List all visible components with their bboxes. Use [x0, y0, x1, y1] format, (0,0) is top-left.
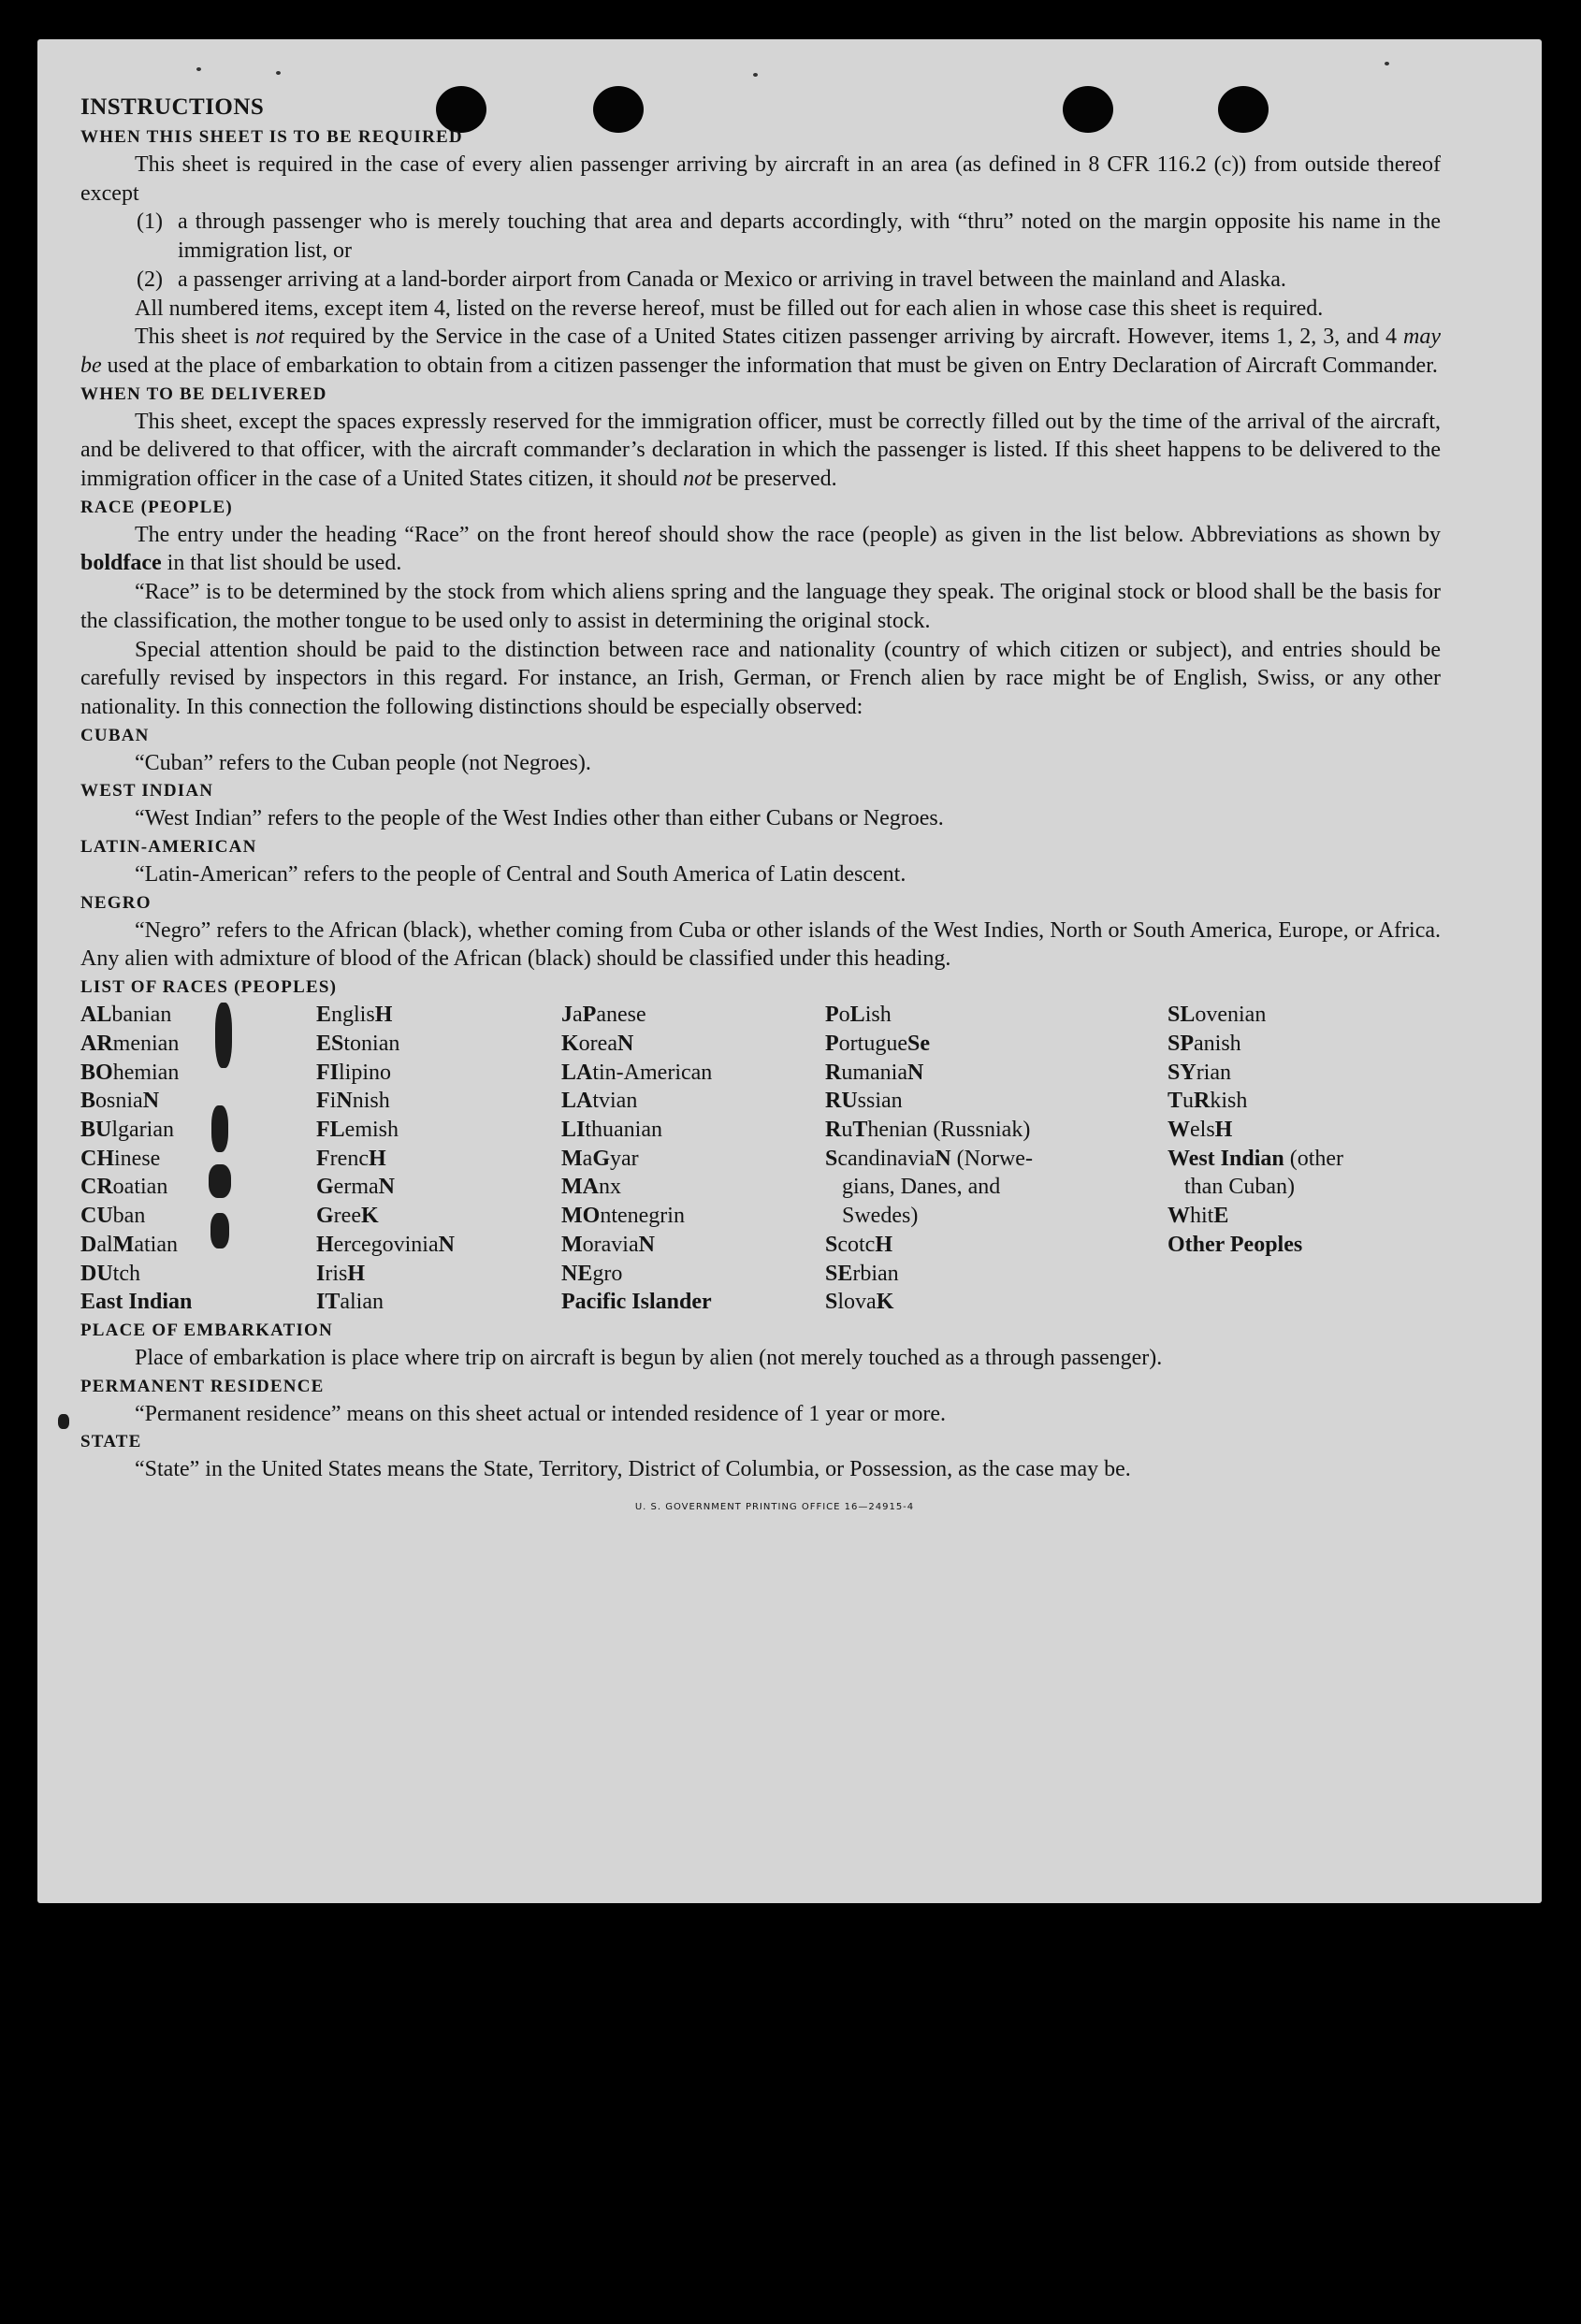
- speck: [753, 73, 758, 77]
- race-entry: EnglisH: [316, 1003, 393, 1028]
- race-entry: MAnx: [561, 1175, 621, 1200]
- race-entry: SlovaK: [825, 1290, 894, 1315]
- exception-item-1: (1) a through passenger who is merely touching that area and departs accordingly, with “thru” noted on the margin opposite his name in the immigration list, or: [137, 209, 1441, 264]
- ink-stain: [58, 1414, 69, 1429]
- paragraph-negro: “Negro” refers to the African (black), whether coming from Cuba or other islands of the West Indies, North or South America, Europe, or Africa. Any alien with admixture of blood of the African (black) should be classified under this heading.: [80, 917, 1441, 972]
- race-entry: LIthuanian: [561, 1117, 662, 1142]
- race-column-3: [561, 1001, 825, 1317]
- race-entry: WhitE: [1168, 1204, 1229, 1229]
- race-entry: RUssian: [825, 1089, 903, 1114]
- instructions-content: [80, 92, 1441, 1523]
- race-entry: CRoatian: [80, 1175, 168, 1200]
- speck: [1385, 62, 1389, 65]
- race-entry: MOntenegrin: [561, 1204, 685, 1229]
- race-entry: SErbian: [825, 1261, 899, 1286]
- heading-negro: NEGRO: [80, 892, 152, 913]
- race-entry: CUban: [80, 1204, 146, 1229]
- heading-when-delivered: WHEN TO BE DELIVERED: [80, 383, 327, 404]
- heading-race: RACE (PEOPLE): [80, 497, 233, 517]
- race-entry: FLemish: [316, 1117, 399, 1142]
- paragraph-race-2: “Race” is to be determined by the stock from which aliens spring and the language they speak. The original stock or blood shall be the basis for the classification, the mother tongue to be used only to assist in determining the original stock.: [80, 580, 1441, 633]
- race-entry: FiNnish: [316, 1089, 390, 1114]
- race-entry: FIlipino: [316, 1060, 392, 1085]
- race-entry: EStonian: [316, 1031, 400, 1056]
- exception-item-2: (2) a passenger arriving at a land-border airport from Canada or Mexico or arriving in travel between the mainland and Alaska.: [137, 267, 1286, 292]
- heading-list-of-races: LIST OF RACES (PEOPLES): [80, 977, 338, 998]
- race-entry: BosniaN: [80, 1089, 160, 1114]
- paragraph-numbered-items: All numbered items, except item 4, listed on the reverse hereof, must be filled out for each alien in whose case this sheet is required.: [135, 296, 1324, 321]
- race-entry: GermaN: [316, 1175, 395, 1200]
- race-entry: IrisH: [316, 1261, 366, 1286]
- race-entry: ARmenian: [80, 1031, 180, 1056]
- paragraph-race-1: The entry under the heading “Race” on the front hereof should show the race (people) as given in the list below. Abbreviations as shown by boldface in that list should be used.: [80, 522, 1441, 576]
- printing-office-footer: U. S. GOVERNMENT PRINTING OFFICE 16—24915-4: [634, 1502, 915, 1513]
- heading-when-required: WHEN THIS SHEET IS TO BE REQUIRED: [80, 127, 463, 147]
- heading-residence: PERMANENT RESIDENCE: [80, 1376, 325, 1396]
- race-entry: TuRkish: [1168, 1089, 1248, 1114]
- paragraph-intro: This sheet is required in the case of every alien passenger arriving by aircraft in an area (as defined in 8 CFR 116.2 (c)) from outside thereof except: [80, 152, 1441, 206]
- race-entry: RuThenian (Russniak): [825, 1117, 1031, 1142]
- race-entry: KoreaN: [561, 1031, 634, 1056]
- race-entry: LAtvian: [561, 1089, 638, 1114]
- race-entry: MaGyar: [561, 1146, 639, 1171]
- race-entry: gians, Danes, and: [825, 1175, 1001, 1200]
- race-column-2: [316, 1001, 561, 1317]
- race-entry: HercegoviniaN: [316, 1232, 455, 1257]
- race-entry: SPanish: [1168, 1031, 1241, 1056]
- race-entry: ITalian: [316, 1290, 384, 1315]
- race-column-4: [825, 1001, 1168, 1317]
- race-entry: West Indian (other: [1168, 1146, 1344, 1171]
- heading-west-indian: WEST INDIAN: [80, 781, 214, 801]
- race-entry: WelsH: [1168, 1117, 1233, 1142]
- race-entry: ScotcH: [825, 1232, 893, 1257]
- race-entry: MoraviaN: [561, 1232, 655, 1257]
- race-column-5: [1168, 1001, 1441, 1317]
- race-entry: JaPanese: [561, 1003, 646, 1028]
- page-title: INSTRUCTIONS: [80, 94, 265, 120]
- race-entry: DalMatian: [80, 1232, 178, 1257]
- paragraph-west-indian: “West Indian” refers to the people of the West Indies other than either Cubans or Negroes.: [135, 806, 944, 831]
- paragraph-latin-american: “Latin-American” refers to the people of Central and South America of Latin descent.: [135, 862, 907, 888]
- paragraph-residence: “Permanent residence” means on this sheet actual or intended residence of 1 year or more.: [135, 1401, 946, 1426]
- heading-cuban: CUBAN: [80, 725, 150, 745]
- race-entry: PortugueSe: [825, 1031, 930, 1056]
- race-entry: BUlgarian: [80, 1117, 174, 1142]
- race-entry: SLovenian: [1168, 1003, 1267, 1028]
- race-list: [80, 1001, 1441, 1317]
- race-entry: ScandinaviaN (Norwe-: [825, 1146, 1033, 1171]
- race-entry: NEgro: [561, 1261, 623, 1286]
- race-entry: Other Peoples: [1168, 1232, 1303, 1257]
- heading-embarkation: PLACE OF EMBARKATION: [80, 1320, 333, 1340]
- race-entry: LAtin-American: [561, 1060, 713, 1085]
- race-entry: CHinese: [80, 1146, 161, 1171]
- heading-state: STATE: [80, 1432, 142, 1452]
- paragraph-citizen: This sheet is not required by the Service in the case of a United States citizen passenger arriving by aircraft. However, items 1, 2, 3, and 4 may be used at the place of embarkation to obtain from a citizen passenger the information that must be given on Entry Declaration of Aircraft Commander.: [80, 325, 1442, 378]
- paragraph-delivered: This sheet, except the spaces expressly reserved for the immigration officer, must be correctly filled out by the time of the arrival of the aircraft, and be delivered to that officer, with the aircraft commander’s declaration in which the passenger is listed. If this sheet happens to be delivered to the immigration officer in the case of a United States citizen, it should not be preserved.: [80, 409, 1441, 492]
- race-entry: ALbanian: [80, 1003, 172, 1028]
- race-column-1: [80, 1001, 316, 1317]
- paragraph-cuban: “Cuban” refers to the Cuban people (not Negroes).: [135, 750, 591, 775]
- paragraph-state: “State” in the United States means the State, Territory, District of Columbia, or Possession, as the case may be.: [135, 1457, 1131, 1482]
- paragraph-embarkation: Place of embarkation is place where trip on aircraft is begun by alien (not merely touched as a through passenger).: [135, 1345, 1163, 1370]
- race-entry: Swedes): [825, 1204, 919, 1229]
- paragraph-race-3: Special attention should be paid to the distinction between race and nationality (country of which citizen or subject), and entries should be carefully revised by inspectors in this regard. For instance, an Irish, German, or French alien by race might be of English, Swiss, or any other nationality. In this connection the following distinctions should be especially observed:: [80, 637, 1441, 719]
- speck: [196, 67, 201, 71]
- race-entry: PoLish: [825, 1003, 892, 1028]
- race-entry: than Cuban): [1168, 1175, 1295, 1200]
- heading-latin-american: LATIN-AMERICAN: [80, 837, 257, 858]
- race-entry: RumaniaN: [825, 1060, 924, 1085]
- race-entry: GreeK: [316, 1204, 379, 1229]
- race-entry: SYrian: [1168, 1060, 1231, 1085]
- race-entry: Pacific Islander: [561, 1290, 712, 1315]
- race-entry: East Indian: [80, 1290, 193, 1315]
- race-entry: BOhemian: [80, 1060, 180, 1085]
- speck: [276, 71, 281, 75]
- race-entry: FrencH: [316, 1146, 386, 1171]
- race-entry: DUtch: [80, 1261, 140, 1286]
